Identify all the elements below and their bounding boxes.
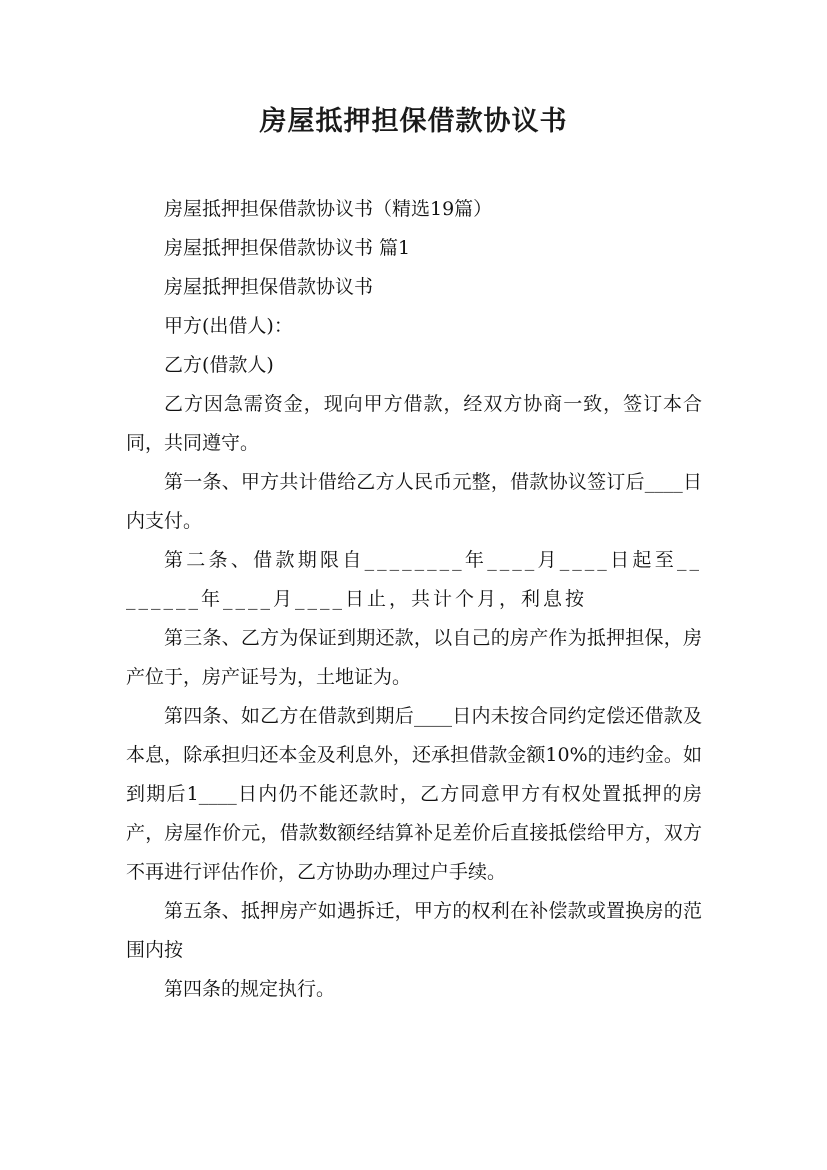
paragraph-article-5: 第五条、抵押房产如遇拆迁，甲方的权利在补偿款或置换房的范围内按: [126, 900, 702, 961]
paragraph-party-b: 乙方(借款人): [164, 354, 274, 376]
document-title: 房屋抵押担保借款协议书: [259, 106, 568, 137]
paragraph-preamble: 乙方因急需资金，现向甲方借款，经双方协商一致，签订本合同，共同遵守。: [126, 393, 702, 454]
paragraph-heading-part-1: 房屋抵押担保借款协议书 篇1: [164, 237, 411, 259]
paragraph-article-2: 第二条、借款期限自________年____月____日起至________年____月____日止，共计个月，利息按: [126, 549, 702, 610]
paragraph-heading-collection: 房屋抵押担保借款协议书（精选19篇）: [164, 198, 493, 220]
paragraph-heading-agreement: 房屋抵押担保借款协议书: [164, 276, 374, 298]
paragraph-article-4: 第四条、如乙方在借款到期后____日内未按合同约定偿还借款及本息，除承担归还本金及利息外，还承担借款金额10%的违约金。如到期后1____日内仍不能还款时，乙方同意甲方有权处置抵押的房产，房屋作价元，借款数额经结算补足差价后直接抵偿给甲方，双方不再进行评估作价，乙方协助办理过户手续。: [126, 705, 702, 883]
document-body: [126, 190, 702, 1009]
paragraph-article-5-continued: 第四条的规定执行。: [164, 978, 336, 1000]
paragraph-party-a: 甲方(出借人)：: [164, 315, 293, 337]
paragraph-article-1: 第一条、甲方共计借给乙方人民币元整，借款协议签订后____日内支付。: [126, 471, 702, 532]
paragraph-article-3: 第三条、乙方为保证到期还款，以自己的房产作为抵押担保，房产位于，房产证号为，土地证为。: [126, 627, 702, 688]
